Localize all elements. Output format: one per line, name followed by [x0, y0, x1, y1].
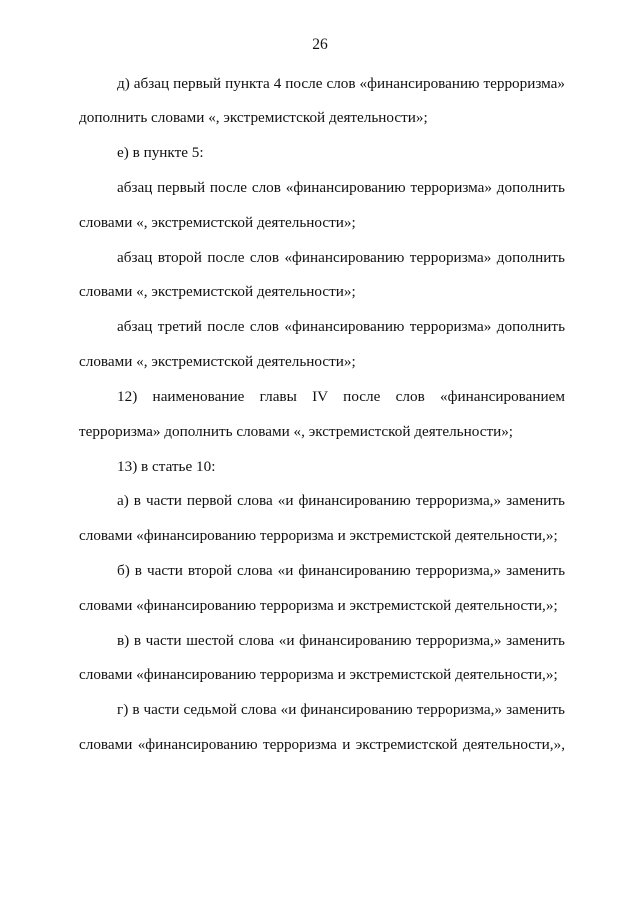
text-line: д) абзац первый пункта 4 после слов «финансированию терроризма»	[117, 75, 565, 92]
text-line: абзац первый после слов «финансированию терроризма» дополнить	[117, 179, 565, 196]
text-line: словами «финансированию терроризма и экстремистской деятельности,»,	[79, 736, 565, 753]
text-line: словами «, экстремистской деятельности»;	[79, 214, 356, 231]
text-line: словами «, экстремистской деятельности»;	[79, 283, 356, 300]
text-line: словами «финансированию терроризма и экстремистской деятельности,»;	[79, 597, 558, 614]
page-number: 26	[312, 36, 328, 53]
text-line: е) в пункте 5:	[117, 144, 204, 161]
text-line: 12) наименование главы IV после слов «финансированием	[117, 388, 565, 405]
text-line: г) в части седьмой слова «и финансированию терроризма,» заменить	[117, 701, 565, 718]
text-line: словами «, экстремистской деятельности»;	[79, 353, 356, 370]
text-line: абзац третий после слов «финансированию терроризма» дополнить	[117, 318, 565, 335]
text-line: дополнить словами «, экстремистской деятельности»;	[79, 109, 428, 126]
text-line: а) в части первой слова «и финансированию терроризма,» заменить	[117, 492, 565, 509]
text-line: словами «финансированию терроризма и экстремистской деятельности,»;	[79, 527, 558, 544]
text-line: терроризма» дополнить словами «, экстремистской деятельности»;	[79, 423, 514, 440]
text-line: б) в части второй слова «и финансированию терроризма,» заменить	[117, 562, 565, 579]
text-line: абзац второй после слов «финансированию терроризма» дополнить	[117, 249, 565, 266]
text-line: в) в части шестой слова «и финансированию терроризма,» заменить	[117, 632, 565, 649]
text-line: 13) в статье 10:	[117, 458, 216, 475]
text-line: словами «финансированию терроризма и экстремистской деятельности,»;	[79, 666, 558, 683]
